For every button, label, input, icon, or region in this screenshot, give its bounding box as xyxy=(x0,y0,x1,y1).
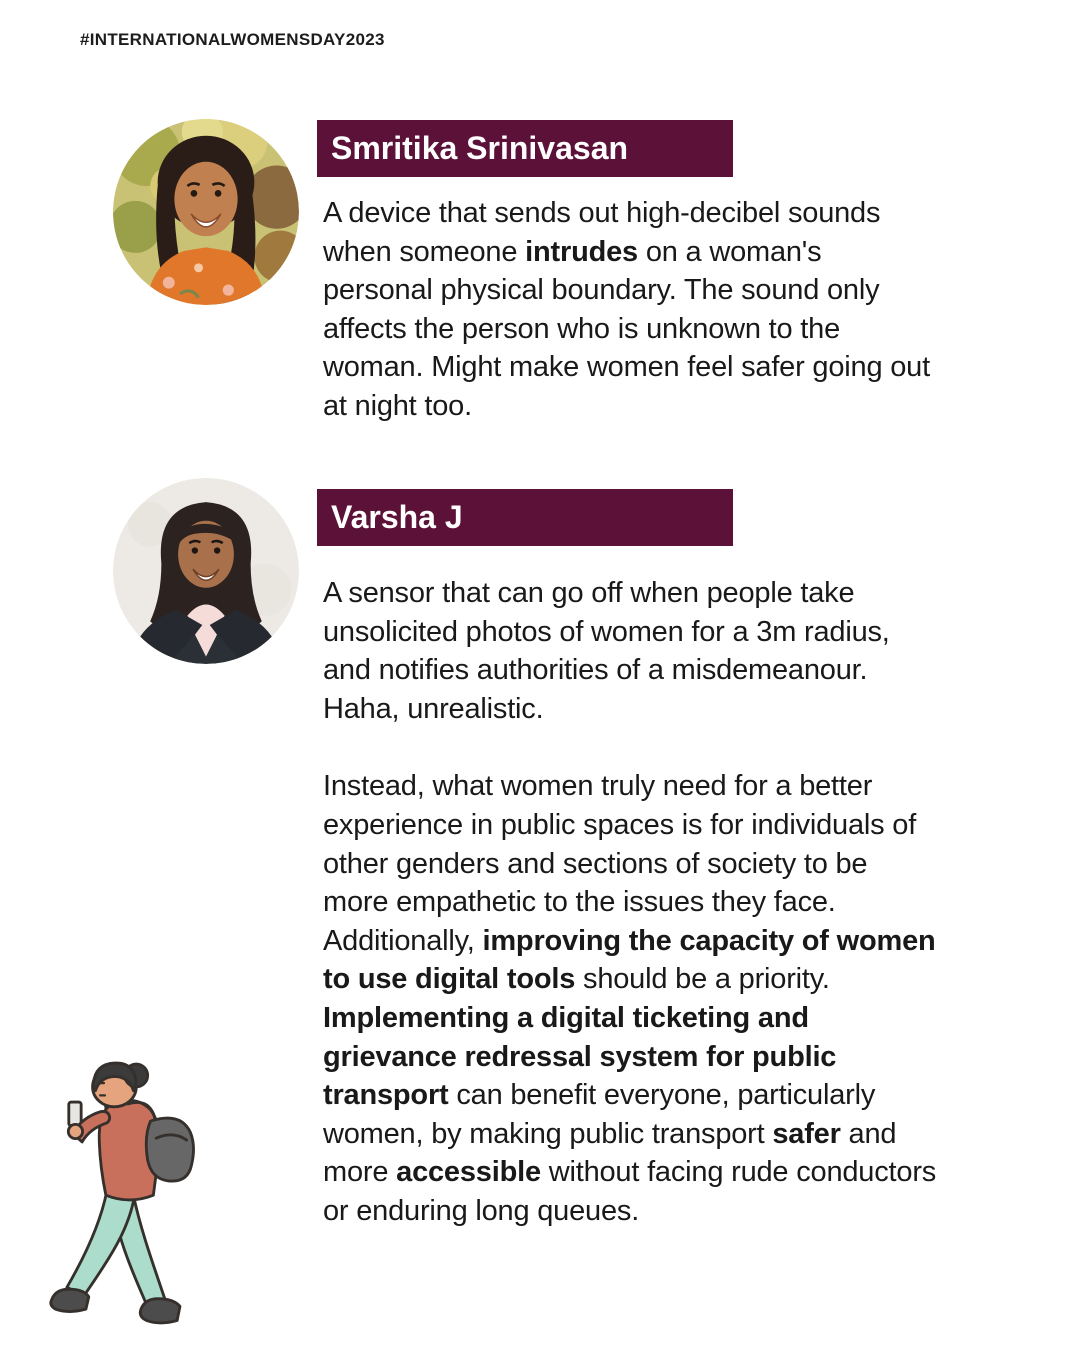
hashtag-title: #INTERNATIONALWOMENSDAY2023 xyxy=(80,30,385,49)
profile-text-smritika xyxy=(323,194,937,426)
profile-photo-smritika xyxy=(113,119,299,305)
profile-photo-varsha xyxy=(113,478,299,664)
emphasized-text: intrudes xyxy=(525,235,638,268)
profile-name: Smritika Srinivasan xyxy=(331,130,629,166)
body-text: A device that sends out high-decibel sounds when someone xyxy=(323,197,881,268)
walking-woman-icon xyxy=(46,1050,274,1346)
profile-paragraph xyxy=(323,574,937,728)
body-text: on a woman's personal physical boundary. The sound only affects the person who is unknown to the woman. Might make women feel safer going out at night too. xyxy=(323,235,930,422)
emphasized-text: accessible xyxy=(396,1156,541,1189)
emphasized-text: improving the capacity of women to use digital tools xyxy=(323,924,936,996)
profile-text-varsha xyxy=(323,574,937,1231)
body-text: should be a priority. xyxy=(575,963,830,996)
emphasized-text: safer xyxy=(772,1117,841,1150)
body-text: A sensor that can go off when people take unsolicited photos of women for a 3m radius, and notifies authorities of a misdemeanour. Haha, unrealistic. xyxy=(323,577,890,725)
walking-woman-illustration xyxy=(46,1050,274,1346)
body-text: and more xyxy=(323,1117,897,1189)
profile-paragraph xyxy=(323,194,937,426)
profile-paragraph xyxy=(323,767,937,1230)
name-banner-smritika xyxy=(317,120,733,177)
body-text: without facing rude conductors or enduring long queues. xyxy=(323,1156,937,1227)
body-text: can benefit everyone, particularly women, by making public transport xyxy=(323,1079,876,1150)
body-text: Instead, what women truly need for a better experience in public spaces is for individuals of other genders and sections of society to be more empathetic to the issues they face. Additionally, xyxy=(323,770,917,957)
emphasized-text: Implementing a digital ticketing and grievance redressal system for public transport xyxy=(323,1001,837,1112)
name-banner-varsha xyxy=(317,489,733,546)
portrait-photo-icon xyxy=(113,119,299,305)
portrait-photo-icon xyxy=(113,478,299,664)
profile-name: Varsha J xyxy=(331,499,463,535)
